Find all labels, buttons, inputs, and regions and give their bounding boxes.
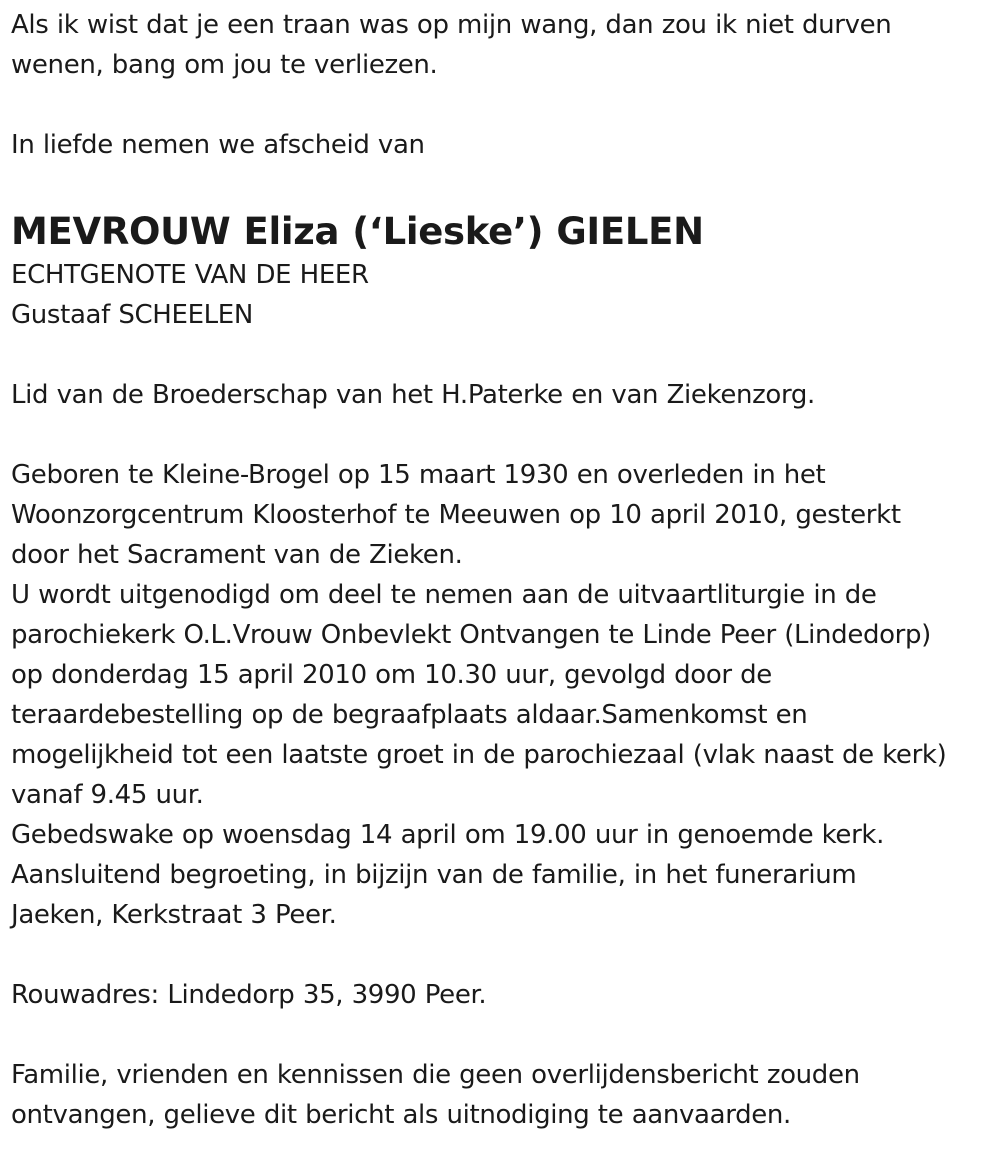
details-line: Geboren te Kleine-Brogel op 15 maart 1930 en overleden in het: [11, 460, 826, 490]
details-line: Woonzorgcentrum Kloosterhof te Meeuwen op 10 april 2010, gesterkt: [11, 500, 901, 530]
poem-line: Als ik wist dat je een traan was op mijn wang, dan zou ik niet durven: [11, 10, 892, 40]
spacer: [11, 1015, 996, 1055]
spouse-name: Gustaaf SCHEELEN: [11, 300, 253, 330]
relation-line: ECHTGENOTE VAN DE HEER: [11, 260, 369, 290]
membership-text: Lid van de Broederschap van het H.Paterke en van Ziekenzorg.: [11, 380, 815, 410]
spacer: [11, 335, 996, 375]
details-line: teraardebestelling op de begraafplaats aldaar.Samenkomst en: [11, 700, 808, 730]
poem-line: wenen, bang om jou te verliezen.: [11, 50, 438, 80]
details-line: parochiekerk O.L.Vrouw Onbevlekt Ontvangen te Linde Peer (Lindedorp): [11, 620, 931, 650]
details-line: mogelijkheid tot een laatste groet in de parochiezaal (vlak naast de kerk): [11, 740, 947, 770]
details-line: op donderdag 15 april 2010 om 10.30 uur, gevolgd door de: [11, 660, 772, 690]
details-line: Aansluitend begroeting, in bijzijn van de familie, in het funerarium: [11, 860, 857, 890]
details-line: U wordt uitgenodigd om deel te nemen aan de uitvaartliturgie in de: [11, 580, 877, 610]
spacer: [11, 165, 996, 205]
details-line: Jaeken, Kerkstraat 3 Peer.: [11, 900, 337, 930]
death-notice: [11, 5, 996, 1135]
closing-line: Familie, vrienden en kennissen die geen overlijdensbericht zouden: [11, 1060, 860, 1090]
spacer: [11, 85, 996, 125]
address-text: Rouwadres: Lindedorp 35, 3990 Peer.: [11, 980, 487, 1010]
details-line: Gebedswake op woensdag 14 april om 19.00 uur in genoemde kerk.: [11, 820, 885, 850]
spacer: [11, 415, 996, 455]
closing-line: ontvangen, gelieve dit bericht als uitnodiging te aanvaarden.: [11, 1100, 791, 1130]
deceased-name: MEVROUW Eliza (‘Lieske’) GIELEN: [11, 210, 704, 253]
spacer: [11, 935, 996, 975]
intro-text: In liefde nemen we afscheid van: [11, 130, 425, 160]
details-line: vanaf 9.45 uur.: [11, 780, 204, 810]
details-line: door het Sacrament van de Zieken.: [11, 540, 463, 570]
